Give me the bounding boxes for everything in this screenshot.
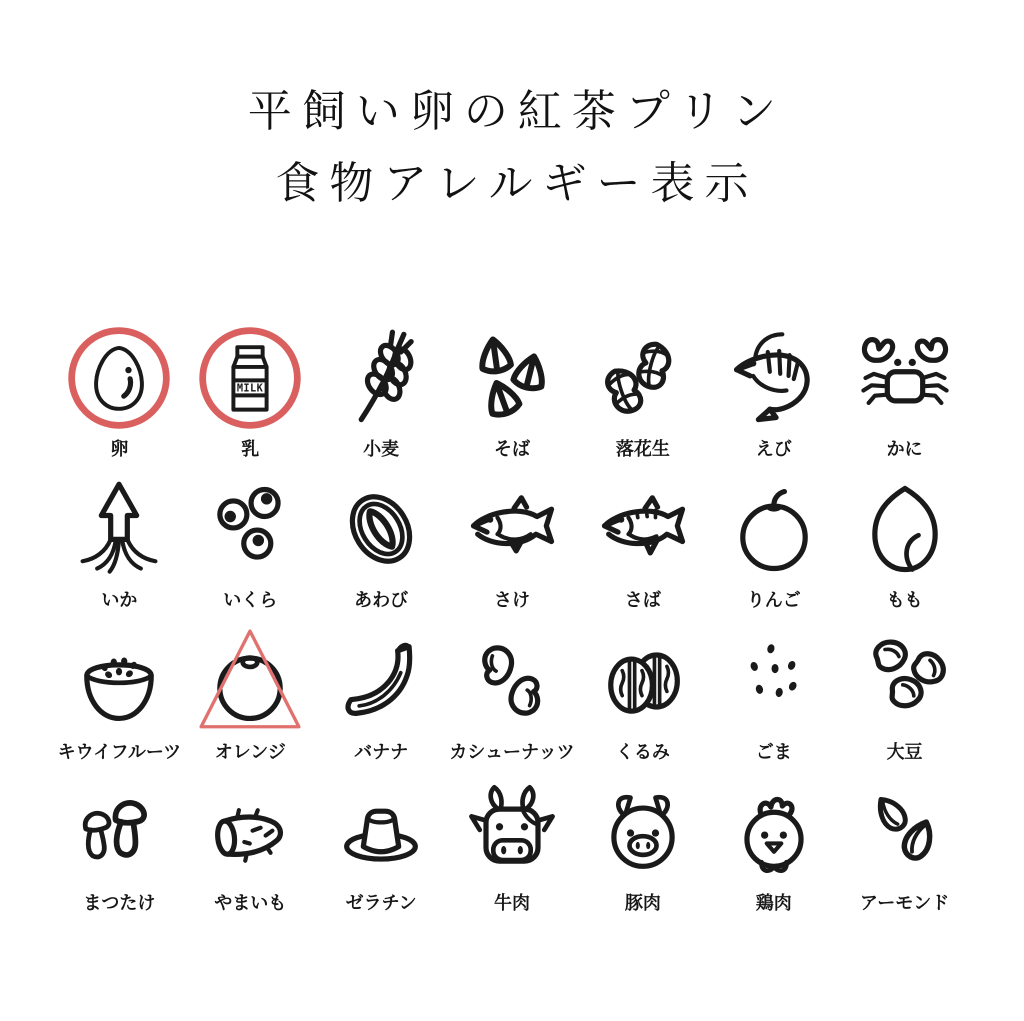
allergen-cell-peach [839, 477, 970, 612]
allergen-cell-pork [577, 780, 708, 915]
allergen-label: かに [886, 439, 923, 460]
pork-icon [591, 780, 695, 884]
wheat-icon [329, 326, 433, 430]
kiwi-icon [67, 629, 171, 733]
milk-carton-icon [211, 338, 290, 417]
allergen-label: 小麦 [363, 439, 400, 460]
allergen-label: 鶏肉 [755, 893, 792, 915]
allergen-label: カシューナッツ [449, 741, 575, 763]
allergen-label: そば [493, 439, 530, 460]
allergen-cell-walnut [577, 629, 708, 764]
allergen-cell-chicken [708, 780, 839, 915]
walnut-icon [591, 629, 695, 733]
allergen-cell-peanut [577, 326, 708, 461]
allergen-grid [54, 326, 970, 916]
allergen-label: あわび [354, 590, 409, 612]
sesame-icon [722, 629, 826, 733]
allergen-label: さば [624, 590, 661, 612]
allergen-cell-sesame [708, 629, 839, 764]
allergen-label: アーモンド [859, 893, 950, 915]
cashew-icon [460, 629, 564, 733]
peach-icon [853, 477, 957, 581]
allergen-cell-egg [54, 326, 185, 461]
allergen-label: 落花生 [615, 439, 670, 460]
allergen-cell-salmon [447, 477, 578, 612]
salmon-icon [460, 477, 564, 581]
banana-icon [329, 629, 433, 733]
allergen-label: まつたけ [83, 893, 156, 915]
yam-icon [198, 780, 302, 884]
peanut-icon [591, 326, 695, 430]
allergen-label: ごま [755, 741, 792, 763]
allergen-label: 牛肉 [493, 893, 530, 915]
orange-icon [198, 629, 302, 733]
allergen-cell-beef [447, 780, 578, 915]
page-title-line1: 平飼い卵の紅茶プリン [247, 86, 787, 137]
allergen-label: やまいも [214, 893, 287, 915]
apple-icon [722, 477, 826, 581]
allergen-label: バナナ [354, 741, 409, 763]
allergen-label: キウイフルーツ [57, 741, 182, 763]
title [0, 0, 1024, 209]
allergen-cell-milk [185, 326, 316, 461]
allergen-cell-gelatin [316, 780, 447, 915]
allergen-label: 豚肉 [624, 893, 661, 915]
allergen-cell-mackerel [577, 477, 708, 612]
allergen-cell-almond [839, 780, 970, 915]
allergen-label: さけ [493, 590, 530, 612]
allergen-label: 大豆 [886, 741, 923, 763]
matsutake-icon [67, 780, 171, 884]
allergen-cell-kiwi [54, 629, 185, 764]
allergen-cell-salmon-roe [185, 477, 316, 612]
allergen-label: えび [755, 439, 792, 460]
allergen-cell-wheat [316, 326, 447, 461]
gelatin-icon [329, 780, 433, 884]
allergen-label: 卵 [110, 439, 129, 460]
allergen-cell-cashew [447, 629, 578, 764]
allergen-cell-shrimp [708, 326, 839, 461]
soybean-icon [853, 629, 957, 733]
beef-icon [460, 780, 564, 884]
allergen-label: くるみ [615, 741, 670, 763]
egg-icon [80, 338, 159, 417]
svg-text:MILK: MILK [237, 382, 264, 395]
salmon-roe-icon [198, 477, 302, 581]
crab-icon [853, 326, 957, 430]
buckwheat-icon [460, 326, 564, 430]
allergen-label: いくら [223, 590, 278, 612]
allergen-label: りんご [746, 590, 801, 612]
squid-icon [67, 477, 171, 581]
allergen-cell-soybean [839, 629, 970, 764]
allergen-cell-buckwheat [447, 326, 578, 461]
allergen-cell-apple [708, 477, 839, 612]
allergen-label: ゼラチン [345, 893, 417, 915]
allergen-cell-orange [185, 629, 316, 764]
allergen-label: もも [886, 590, 923, 612]
allergen-label: オレンジ [214, 741, 286, 763]
allergen-cell-crab [839, 326, 970, 461]
page-title-line2: 食物アレルギー表示 [275, 158, 759, 209]
almond-icon [853, 780, 957, 884]
allergen-label: 乳 [241, 439, 260, 460]
allergen-label: いか [101, 590, 138, 612]
mackerel-icon [591, 477, 695, 581]
allergen-cell-squid [54, 477, 185, 612]
shrimp-icon [722, 326, 826, 430]
allergen-cell-yam [185, 780, 316, 915]
allergen-cell-abalone [316, 477, 447, 612]
allergen-cell-banana [316, 629, 447, 764]
allergen-cell-matsutake [54, 780, 185, 915]
chicken-icon [722, 780, 826, 884]
abalone-icon [329, 477, 433, 581]
